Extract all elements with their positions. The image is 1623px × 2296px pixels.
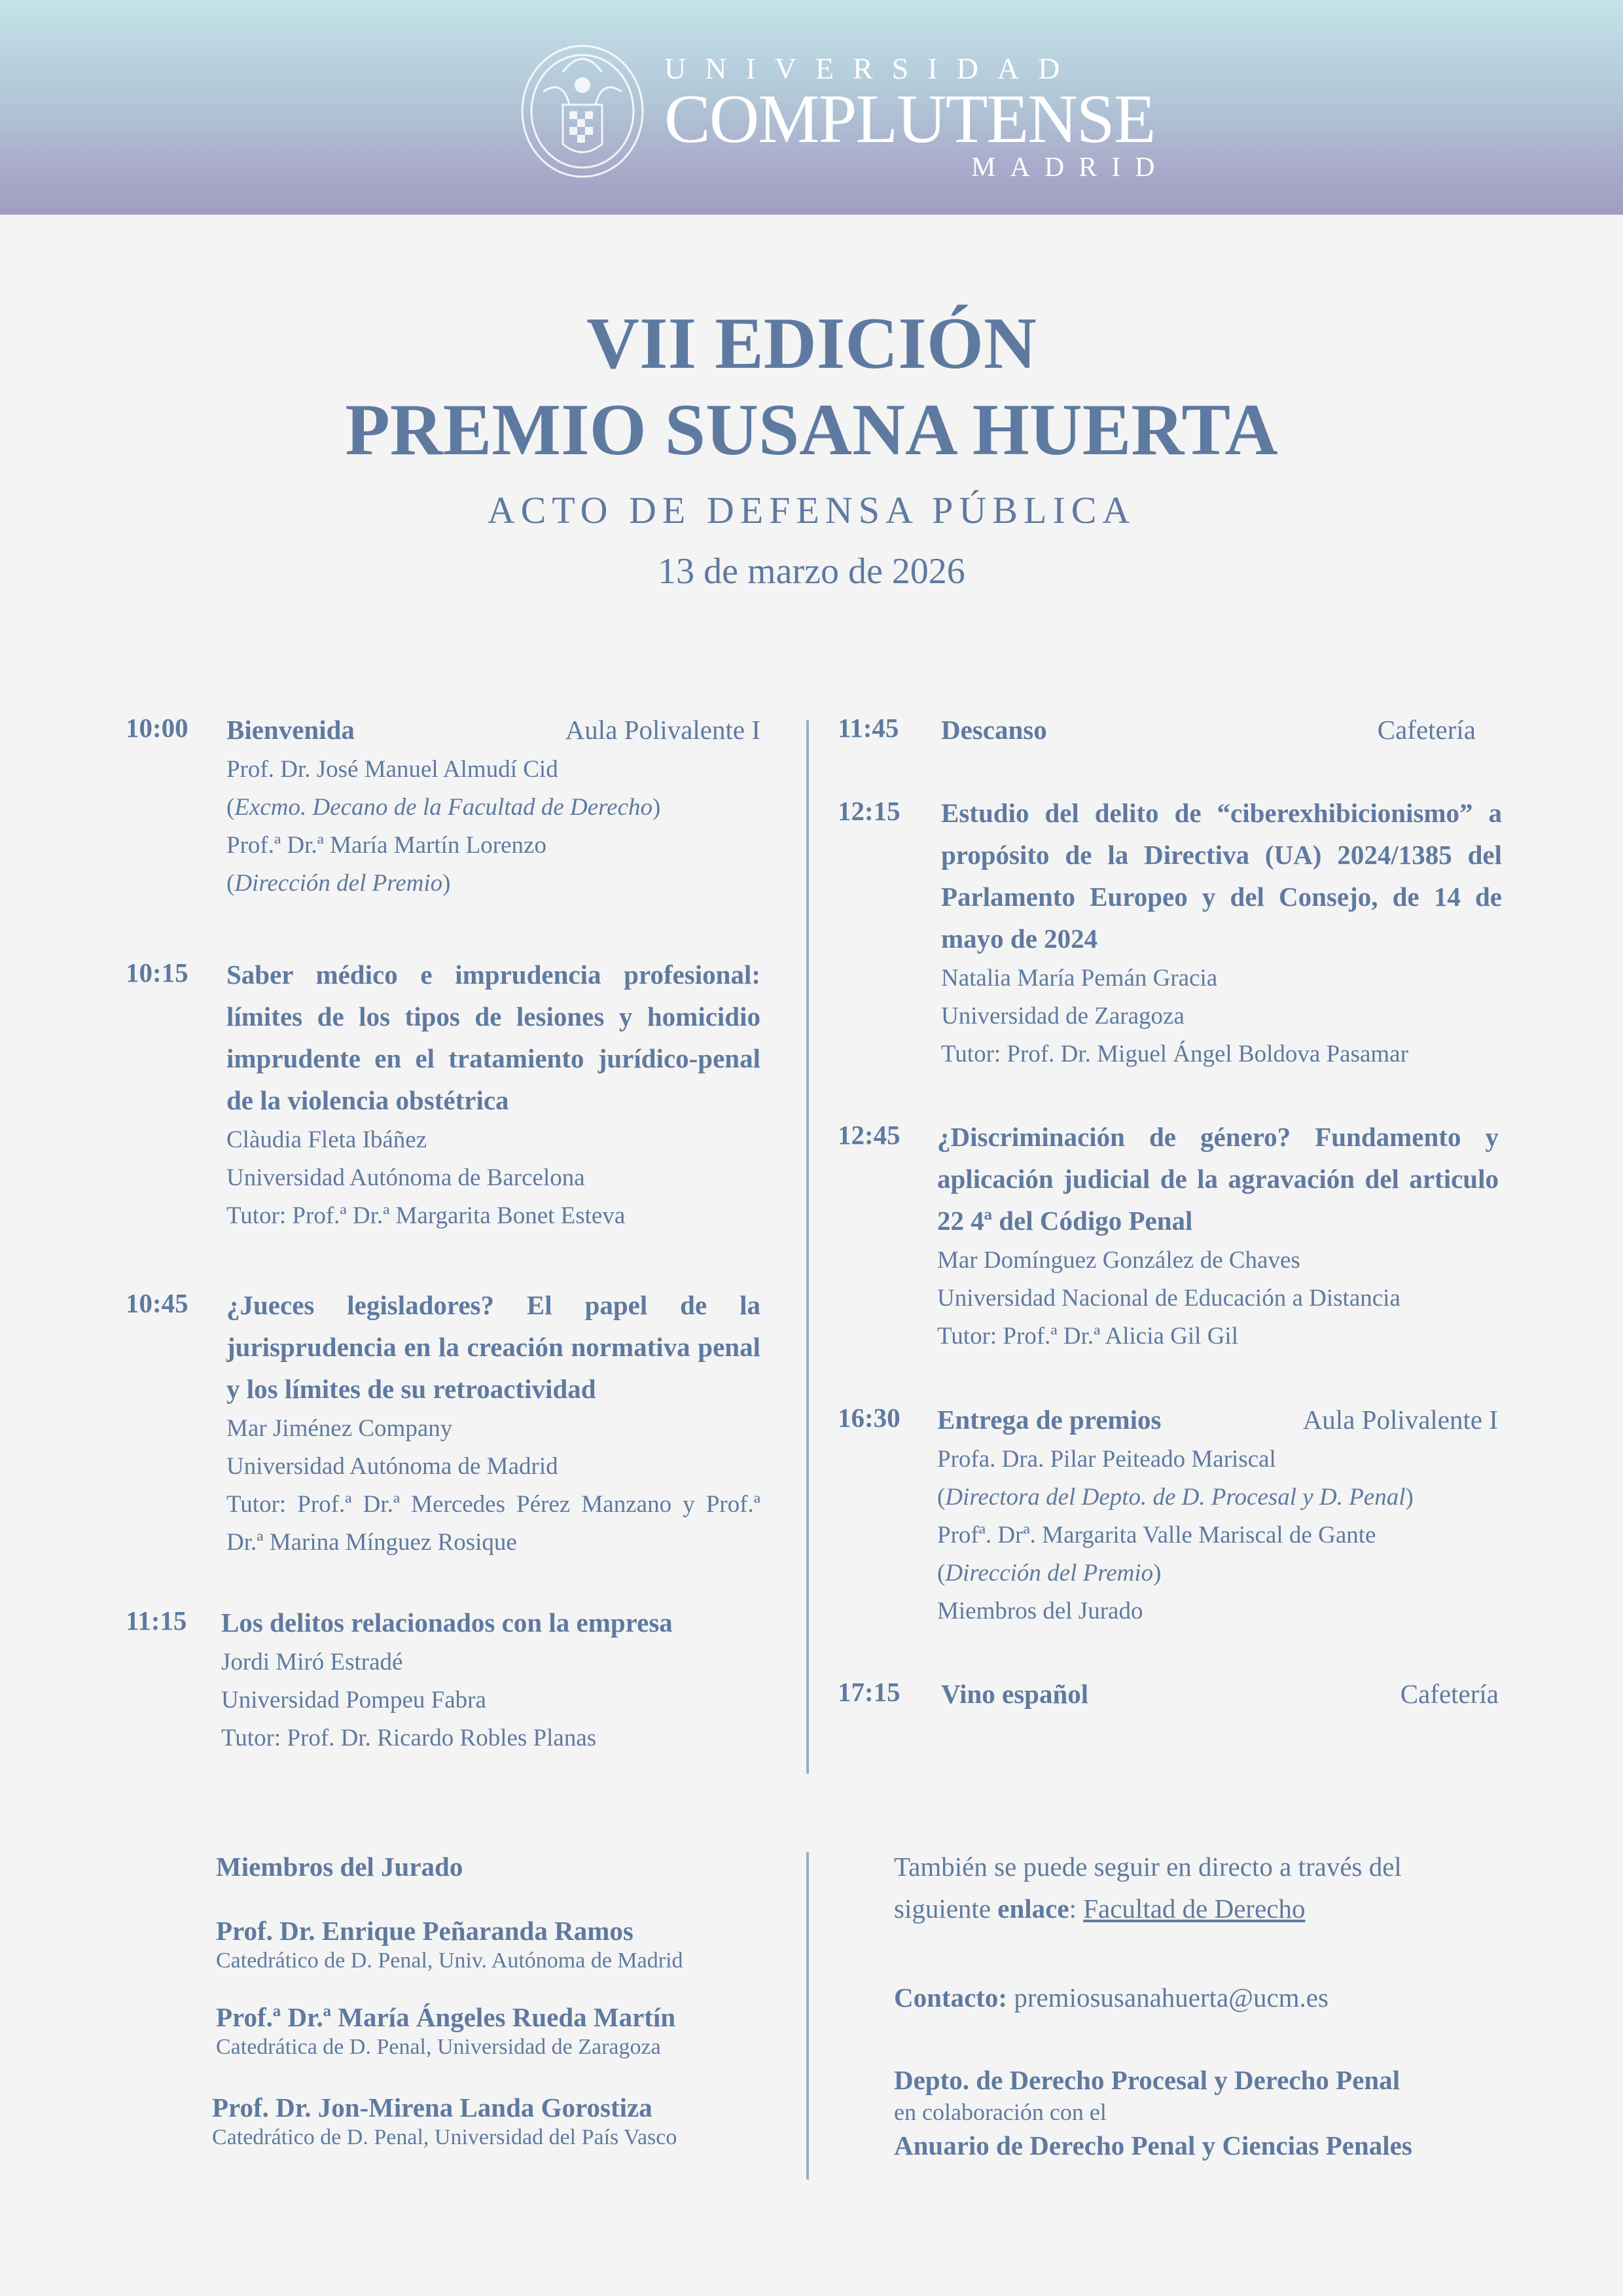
jury-member-name: Prof.ª Dr.ª María Ángeles Rueda Martín — [216, 2002, 676, 2032]
schedule-item-1715 — [838, 1673, 1499, 1719]
candidate-name: Clàudia Fleta Ibáñez — [226, 1126, 427, 1153]
candidate-university: Universidad Autónoma de Barcelona — [226, 1164, 585, 1191]
schedule-title: Entrega de premios — [937, 1405, 1162, 1435]
anuario-name: Anuario de Derecho Penal y Ciencias Penales — [894, 2130, 1412, 2161]
schedule-item-1215 — [838, 792, 1502, 1073]
footer-divider — [806, 1852, 809, 2179]
speaker-name: Prof.ª Dr.ª María Martín Lorenzo — [226, 832, 546, 859]
candidate-tutor: Tutor: Prof.ª Dr.ª Mercedes Pérez Manzano y Prof.ª Dr.ª Marina Mínguez Rosique — [226, 1491, 760, 1556]
schedule-location: Cafetería — [1377, 715, 1476, 745]
speaker-name: Profª. Drª. Margarita Valle Mariscal de Gante — [937, 1522, 1376, 1549]
schedule-title: Bienvenida — [226, 715, 355, 745]
candidate-tutor: Tutor: Prof. Dr. Miguel Ángel Boldova Pasamar — [941, 1041, 1408, 1067]
jury-member-position: Catedrática de D. Penal, Universidad de Zaragoza — [216, 2035, 661, 2059]
speaker-role: Directora del Depto. de D. Procesal y D. Penal — [945, 1484, 1406, 1511]
logo-complutense: COMPLUTENSE — [664, 81, 1155, 157]
schedule-title: Los delitos relacionados con la empresa — [221, 1607, 673, 1638]
speaker-role: Dirección del Premio — [234, 870, 443, 897]
contact-email[interactable]: premiosusanahuerta@ucm.es — [1014, 1982, 1329, 2013]
schedule-title: Saber médico e imprudencia profesional: límites de los tipos de lesiones y homicidio imprudente en el tratamiento jurídico-penal de la violencia obstétrica — [226, 960, 760, 1115]
schedule-time: 10:00 — [126, 713, 188, 743]
candidate-university: Universidad Autónoma de Madrid — [226, 1453, 558, 1480]
schedule-time: 10:45 — [126, 1288, 188, 1318]
schedule-time: 11:15 — [126, 1605, 187, 1636]
schedule-item-1630: 16:30 Entrega de premios Aula Polivalente I Profa. Dra. Pilar Peiteado Mariscal (Directora del Depto. de D. Procesal y D. Penal) Profª. Drª. Margarita Valle Mariscal de Gante (Dirección del Premio) Miembros del Jurado — [838, 1399, 1499, 1634]
schedule-location: Aula Polivalente I — [1302, 1405, 1498, 1435]
schedule-location: Aula Polivalente I — [565, 715, 760, 745]
schedule-item-1145 — [838, 709, 1476, 755]
schedule-item-1245 — [838, 1116, 1499, 1365]
stream-paragraph: También se puede seguir en directo a través del siguiente enlace: Facultad de Derecho — [894, 1852, 1402, 1924]
candidate-name: Mar Domínguez González de Chaves — [937, 1247, 1300, 1274]
schedule-title: ¿Discriminación de género? Fundamento y aplicación judicial de la agravación del articulo 22 4ª del Código Penal — [937, 1122, 1499, 1236]
candidate-tutor: Tutor: Prof.ª Dr.ª Margarita Bonet Esteva — [226, 1202, 626, 1229]
schedule-item-1115 — [126, 1602, 760, 1772]
schedule-time: 16:30 — [838, 1403, 901, 1433]
contact-label: Contacto: — [894, 1982, 1008, 2013]
department-name: Depto. de Derecho Procesal y Derecho Penal — [894, 2065, 1400, 2095]
event-subtitle: ACTO DE DEFENSA PÚBLICA — [487, 489, 1136, 531]
schedule-location: Cafetería — [1400, 1679, 1499, 1709]
column-divider — [806, 720, 809, 1774]
logo-madrid: MADRID — [971, 152, 1169, 183]
schedule-title: ¿Jueces legisladores? El papel de la jurisprudencia en la creación normativa penal y los límites de su retroactividad — [226, 1290, 760, 1404]
collaboration-text: en colaboración con el — [894, 2099, 1107, 2125]
speaker-role: Excmo. Decano de la Facultad de Derecho — [234, 794, 653, 821]
event-date: 13 de marzo de 2026 — [658, 551, 965, 592]
logo-universidad: UNIVERSIDAD — [664, 52, 1079, 85]
schedule-time: 10:15 — [126, 958, 188, 988]
jury-member-name: Prof. Dr. Enrique Peñaranda Ramos — [216, 1916, 633, 1946]
jury-member-name: Prof. Dr. Jon-Mirena Landa Gorostiza — [212, 2092, 652, 2123]
university-crest-icon — [517, 33, 648, 183]
info-section — [894, 1846, 1476, 2164]
schedule-time: 12:45 — [838, 1120, 901, 1150]
candidate-name: Natalia María Pemán Gracia — [941, 965, 1218, 992]
jury-member-position: Catedrático de D. Penal, Universidad del País Vasco — [212, 2125, 677, 2149]
header-banner — [0, 0, 1623, 215]
prize-title: PREMIO SUSANA HUERTA — [345, 389, 1278, 471]
schedule-time: 11:45 — [838, 713, 899, 743]
edition-title: VII EDICIÓN — [586, 303, 1037, 384]
jury-member-position: Catedrático de D. Penal, Univ. Autónoma de Madrid — [216, 1948, 683, 1973]
schedule-title: Estudio del delito de “ciberexhibicionismo” a propósito de la Directiva (UA) 2024/1385 del Parlamento Europeo y del Consejo, de 14 de mayo de 2024 — [941, 798, 1502, 954]
schedule-title: Vino español — [941, 1679, 1089, 1709]
candidate-tutor: Tutor: Prof.ª Dr.ª Alicia Gil Gil — [937, 1323, 1238, 1350]
schedule-time: 17:15 — [838, 1677, 901, 1707]
schedule-time: 12:15 — [838, 796, 901, 826]
candidate-tutor: Tutor: Prof. Dr. Ricardo Robles Planas — [221, 1725, 597, 1751]
speaker-name: Miembros del Jurado — [937, 1598, 1143, 1624]
contact-line — [894, 1977, 1476, 2018]
jury-section — [212, 1851, 772, 2151]
schedule-item-1045 — [126, 1284, 760, 1572]
schedule-item-1000: 10:00 Bienvenida Aula Polivalente I Prof. Dr. José Manuel Almudí Cid (Excmo. Decano de la Facultad de Derecho) Prof.ª Dr.ª María Martín Lorenzo (Dirección del Premio) — [126, 709, 760, 905]
candidate-university: Universidad Pompeu Fabra — [221, 1687, 486, 1713]
candidate-name: Jordi Miró Estradé — [221, 1649, 403, 1676]
candidate-name: Mar Jiménez Company — [226, 1415, 453, 1442]
speaker-name: Prof. Dr. José Manuel Almudí Cid — [226, 756, 558, 783]
university-logo — [664, 52, 1169, 183]
stream-link-label: enlace — [997, 1893, 1069, 1924]
schedule-title: Descanso — [941, 715, 1047, 745]
stream-link[interactable]: Facultad de Derecho — [1083, 1893, 1306, 1924]
speaker-name: Profa. Dra. Pilar Peiteado Mariscal — [937, 1446, 1276, 1473]
candidate-university: Universidad Nacional de Educación a Distancia — [937, 1285, 1400, 1312]
jury-title: Miembros del Jurado — [216, 1852, 463, 1882]
candidate-university: Universidad de Zaragoza — [941, 1003, 1185, 1030]
speaker-role: Dirección del Premio — [945, 1560, 1154, 1587]
stream-text: También se puede seguir en directo a través del siguiente — [894, 1852, 1402, 1924]
schedule-item-1015 — [126, 954, 760, 1235]
